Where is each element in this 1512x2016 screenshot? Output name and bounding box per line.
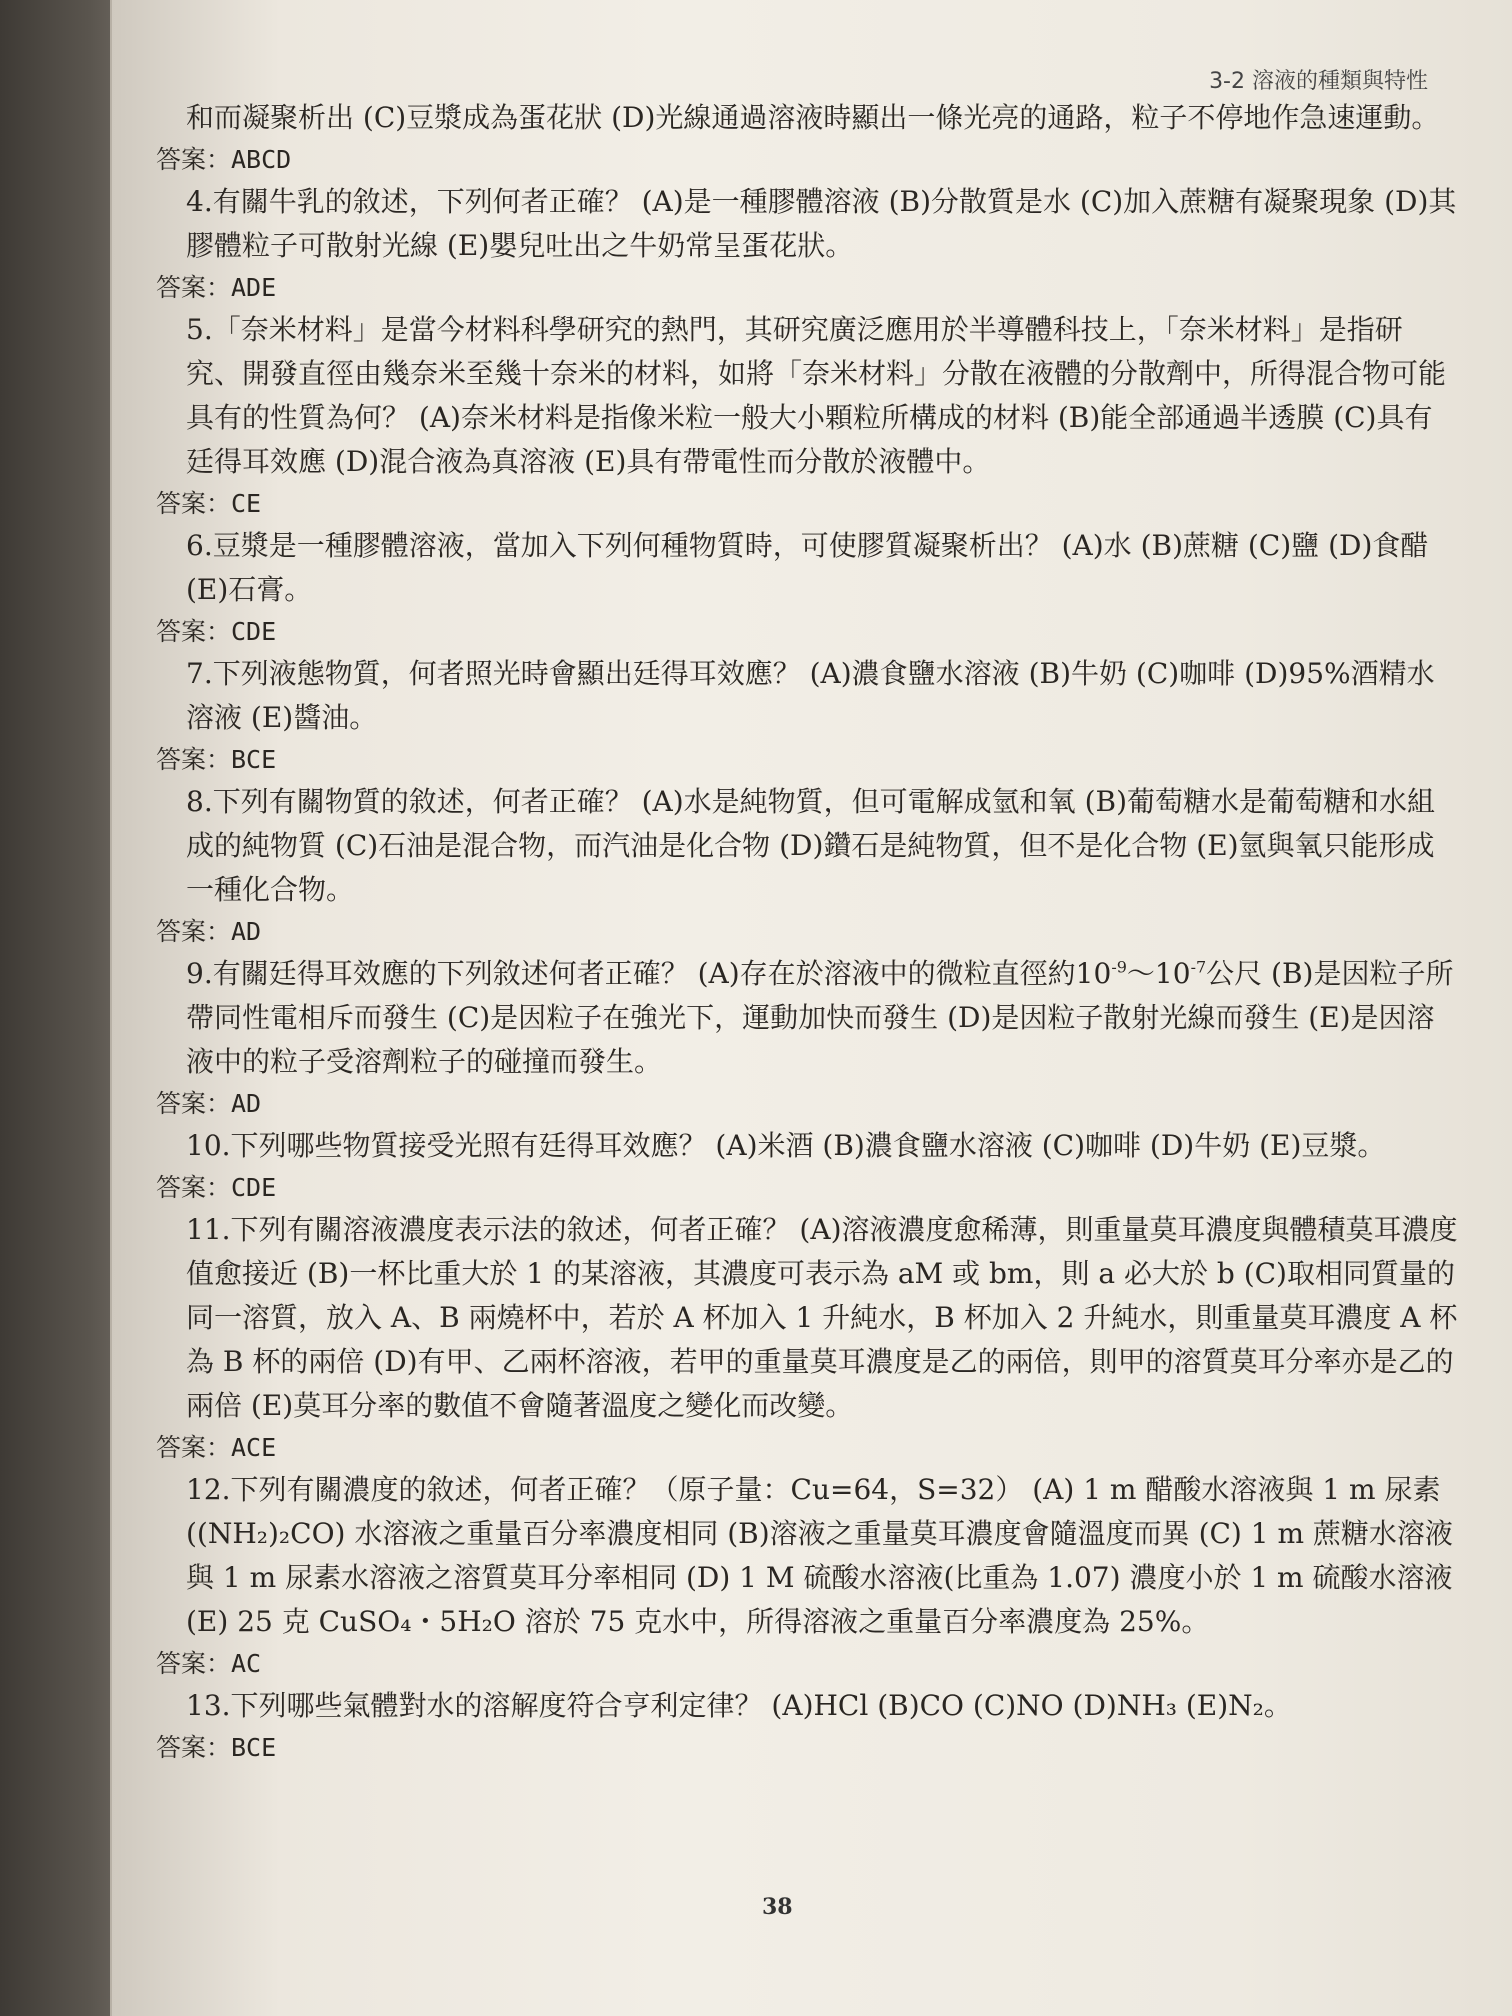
answer-line: 答案：BCE: [156, 1733, 277, 1762]
textbook-page: [110, 0, 1512, 2016]
question-9: [156, 952, 1458, 1084]
answer-line: 答案：CE: [156, 489, 262, 518]
question-6: 6.豆漿是一種膠體溶液，當加入下列何種物質時，可使膠質凝聚析出？ (A)水 (B)蔗糖 (C)鹽 (D)食醋 (E)石膏。: [186, 529, 1429, 606]
exponent: -9: [1111, 957, 1127, 977]
question-9-text-before: 9.有關廷得耳效應的下列敘述何者正確？ (A)存在於溶液中的微粒直徑約10: [186, 957, 1112, 990]
running-head: 3-2 溶液的種類與特性: [1209, 69, 1428, 94]
question-13: 13.下列哪些氣體對水的溶解度符合亨利定律？ (A)HCl (B)CO (C)NO (D)NH₃ (E)N₂。: [186, 1689, 1292, 1722]
answer-line: 答案：ACE: [156, 1433, 277, 1462]
question-4: 4.有關牛乳的敘述，下列何者正確？ (A)是一種膠體溶液 (B)分散質是水 (C)加入蔗糖有凝聚現象 (D)其膠體粒子可散射光線 (E)嬰兒吐出之牛奶常呈蛋花狀。: [186, 185, 1457, 262]
answer-line: 答案：AD: [156, 917, 262, 946]
answer-line: 答案：ADE: [156, 273, 277, 302]
question-9-text-mid: ～10: [1126, 957, 1191, 990]
answer-line: 答案：CDE: [156, 617, 277, 646]
question-12: 12.下列有關濃度的敘述，何者正確？（原子量：Cu=64，S=32） (A) 1 m 醋酸水溶液與 1 m 尿素((NH₂)₂CO) 水溶液之重量百分率濃度相同 (B)溶液之重量莫耳濃度會隨溫度而異 (C) 1 m 蔗糖水溶液與 1 m 尿素水溶液之溶質莫耳分率相同 (D) 1 M 硫酸水溶液(比重為 1.07) 濃度小於 1 m 硫酸水溶液 (E) 25 克 CuSO₄・5H₂O 溶於 75 克水中，所得溶液之重量百分率濃度為 25%。: [186, 1473, 1453, 1638]
answer-line: 答案：CDE: [156, 1173, 277, 1202]
question-9-text-after: 公尺 (B)是因粒子所帶同性電相斥而發生 (C)是因粒子在強光下，運動加快而發生 (D)是因粒子散射光線而發生 (E)是因溶液中的粒子受溶劑粒子的碰撞而發生。: [186, 957, 1454, 1078]
answer-line: 答案：AD: [156, 1089, 262, 1118]
page-number: 38: [762, 1894, 793, 1920]
answer-line: 答案：BCE: [156, 745, 277, 774]
question-5: 5.「奈米材料」是當今材料科學研究的熱門，其研究廣泛應用於半導體科技上，「奈米材料」是指研究、開發直徑由幾奈米至幾十奈米的材料，如將「奈米材料」分散在液體的分散劑中，所得混合物可能具有的性質為何？ (A)奈米材料是指像米粒一般大小顆粒所構成的材料 (B)能全部通過半透膜 (C)具有廷得耳效應 (D)混合液為真溶液 (E)具有帶電性而分散於液體中。: [186, 313, 1447, 478]
question-7: 7.下列液態物質，何者照光時會顯出廷得耳效應？ (A)濃食鹽水溶液 (B)牛奶 (C)咖啡 (D)95%酒精水溶液 (E)醬油。: [186, 657, 1435, 734]
question-10: 10.下列哪些物質接受光照有廷得耳效應？ (A)米酒 (B)濃食鹽水溶液 (C)咖啡 (D)牛奶 (E)豆漿。: [186, 1129, 1386, 1162]
page-content: [156, 96, 1458, 1768]
answer-line: 答案：ABCD: [156, 145, 292, 174]
continued-question-text: 和而凝聚析出 (C)豆漿成為蛋花狀 (D)光線通過溶液時顯出一條光亮的通路，粒子不停地作急速運動。: [186, 101, 1440, 134]
answer-line: 答案：AC: [156, 1649, 262, 1678]
question-8: 8.下列有關物質的敘述，何者正確？ (A)水是純物質，但可電解成氫和氧 (B)葡萄糖水是葡萄糖和水組成的純物質 (C)石油是混合物，而汽油是化合物 (D)鑽石是純物質，但不是化合物 (E)氫與氧只能形成一種化合物。: [186, 785, 1436, 906]
exponent: -7: [1190, 957, 1207, 977]
question-11: 11.下列有關溶液濃度表示法的敘述，何者正確？ (A)溶液濃度愈稀薄，則重量莫耳濃度與體積莫耳濃度值愈接近 (B)一杯比重大於 1 的某溶液，其濃度可表示為 aM 或 bm，則 a 必大於 b (C)取相同質量的同一溶質，放入 A、B 兩燒杯中，若於 A 杯加入 1 升純水，B 杯加入 2 升純水，則重量莫耳濃度 A 杯為 B 杯的兩倍 (D)有甲、乙兩杯溶液，若甲的重量莫耳濃度是乙的兩倍，則甲的溶質莫耳分率亦是乙的兩倍 (E)莫耳分率的數值不會隨著溫度之變化而改變。: [186, 1213, 1458, 1422]
